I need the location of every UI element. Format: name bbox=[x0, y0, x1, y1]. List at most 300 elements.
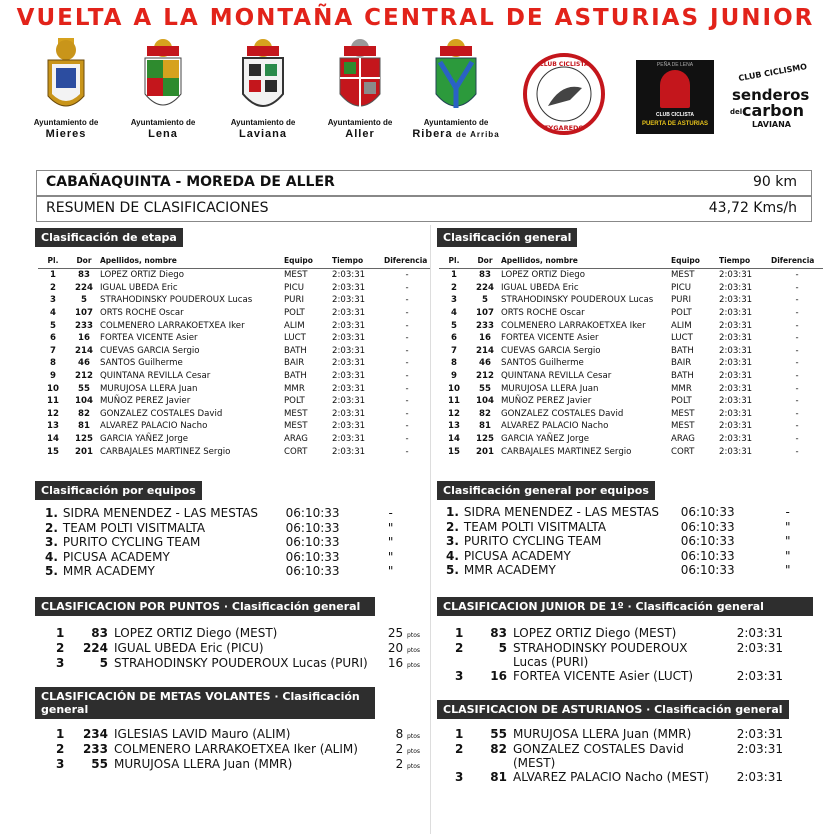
bib: 16 bbox=[490, 669, 507, 683]
bib: 107 bbox=[476, 308, 494, 319]
sprints-classification-table bbox=[56, 727, 420, 772]
gap: - bbox=[795, 282, 799, 293]
table-row bbox=[38, 307, 430, 320]
team-code: MEST bbox=[284, 270, 308, 281]
time: 2:03:31 bbox=[332, 333, 366, 344]
rider-name: SANTOS Guilherme bbox=[501, 358, 584, 369]
rider-name: LOPEZ ORTIZ Diego (MEST) bbox=[513, 626, 677, 640]
team-code: ALIM bbox=[671, 320, 692, 331]
rider-name: ORTS ROCHE Oscar bbox=[100, 308, 184, 319]
table-row bbox=[439, 420, 823, 433]
rank: 7 bbox=[50, 345, 56, 356]
rank: 15 bbox=[448, 446, 460, 457]
team-code: MEST bbox=[671, 270, 695, 281]
points bbox=[380, 626, 420, 641]
rider-name: GARCIA YAÑEZ Jorge bbox=[501, 434, 590, 445]
table-row bbox=[38, 370, 430, 383]
rank: 15 bbox=[47, 446, 59, 457]
team-code: MMR bbox=[671, 383, 692, 394]
table-row bbox=[439, 395, 823, 408]
rider-name: STRAHODINSKY POUDEROUX Lucas (PURI) bbox=[513, 641, 688, 669]
rank: 1 bbox=[455, 626, 464, 640]
rank: 3 bbox=[455, 669, 464, 683]
table-row bbox=[437, 520, 813, 535]
points-value: 8 bbox=[395, 727, 404, 741]
bib: 82 bbox=[490, 742, 507, 756]
tygaredo-logo bbox=[522, 52, 606, 136]
stage-route-bar bbox=[36, 170, 812, 196]
time: 2:03:31 bbox=[332, 358, 366, 369]
team-name: TEAM POLTI VISITMALTA bbox=[463, 519, 607, 534]
senderos-carbon-logo: CLUB CICLISMO senderos del carbon LAVIANA bbox=[730, 62, 810, 129]
time: 2:03:31 bbox=[736, 742, 783, 756]
team-code: MEST bbox=[284, 421, 308, 432]
sponsor-aller: Ayuntamiento de Aller bbox=[312, 38, 408, 140]
rider-name: IGLESIAS LAVID Mauro (ALIM) bbox=[114, 727, 291, 741]
table-row bbox=[36, 564, 416, 579]
rank: 2 bbox=[50, 282, 56, 293]
time: 2:03:31 bbox=[719, 308, 753, 319]
rank: 10 bbox=[47, 383, 59, 394]
gap: - bbox=[405, 333, 409, 344]
table-row bbox=[38, 395, 430, 408]
rank: 4. bbox=[44, 549, 58, 564]
table-row bbox=[455, 669, 783, 684]
time: 2:03:31 bbox=[332, 320, 366, 331]
bib: 224 bbox=[476, 282, 494, 293]
points-unit: ptos bbox=[407, 748, 420, 755]
team-code: BATH bbox=[671, 345, 694, 356]
time: 06:10:33 bbox=[285, 506, 340, 521]
rider-name: CARBAJALES MARTINEZ Sergio bbox=[100, 446, 231, 457]
gap: " bbox=[387, 520, 394, 535]
rider-name: IGUAL UBEDA Eric bbox=[501, 282, 579, 293]
rider-name: CUEVAS GARCIA Sergio bbox=[501, 345, 601, 356]
time: 2:03:31 bbox=[719, 371, 753, 382]
time: 06:10:33 bbox=[680, 563, 735, 578]
sprints-classification-header: CLASIFICACIÓN DE METAS VOLANTES · Clasificación general bbox=[35, 687, 375, 719]
stage-route: CABAÑAQUINTA - MOREDA DE ALLER bbox=[46, 174, 335, 190]
puerta-emblem-icon bbox=[660, 70, 690, 108]
gap: - bbox=[405, 434, 409, 445]
rank: 5 bbox=[451, 320, 457, 331]
rank: 5. bbox=[44, 564, 58, 579]
rank: 4. bbox=[445, 548, 459, 563]
rank: 2. bbox=[44, 520, 58, 535]
gap: - bbox=[405, 396, 409, 407]
rank: 1. bbox=[445, 505, 459, 520]
page-title: VUELTA A LA MONTAÑA CENTRAL DE ASTURIAS JUNIOR bbox=[16, 5, 815, 31]
rank: 9 bbox=[50, 371, 56, 382]
team-code: PURI bbox=[284, 295, 304, 306]
gap: - bbox=[795, 308, 799, 319]
table-row bbox=[38, 382, 430, 395]
table-row bbox=[38, 345, 430, 358]
gap: - bbox=[795, 320, 799, 331]
team-classification-table bbox=[36, 506, 416, 579]
rank: 14 bbox=[448, 434, 460, 445]
bib: 81 bbox=[479, 421, 491, 432]
gap: - bbox=[795, 396, 799, 407]
rank: 1 bbox=[451, 270, 457, 281]
points-unit: ptos bbox=[407, 632, 420, 639]
time: 2:03:31 bbox=[332, 345, 366, 356]
team-code: BAIR bbox=[284, 358, 305, 369]
gap: - bbox=[795, 358, 799, 369]
bib: 83 bbox=[490, 626, 507, 640]
bib: 55 bbox=[78, 383, 90, 394]
time: 2:03:31 bbox=[332, 371, 366, 382]
gap: - bbox=[405, 345, 409, 356]
time: 06:10:33 bbox=[285, 564, 340, 579]
table-row bbox=[439, 357, 823, 370]
sponsor-mieres: Ayuntamiento de Mieres bbox=[18, 38, 114, 140]
gap: - bbox=[405, 421, 409, 432]
gap: - bbox=[795, 345, 799, 356]
table-row bbox=[38, 332, 430, 345]
table-row bbox=[38, 319, 430, 332]
gap: - bbox=[795, 408, 799, 419]
rank: 2 bbox=[56, 742, 65, 756]
rank: 2 bbox=[455, 641, 464, 655]
team-code: POLT bbox=[284, 308, 305, 319]
table-row bbox=[36, 506, 416, 521]
team-code: ALIM bbox=[284, 320, 305, 331]
time: 06:10:33 bbox=[285, 535, 340, 550]
rider-name: MURUJOSA LLERA Juan bbox=[501, 383, 599, 394]
team-name: SIDRA MENENDEZ - LAS MESTAS bbox=[463, 505, 660, 520]
table-row bbox=[56, 641, 420, 656]
bib: 107 bbox=[75, 308, 93, 319]
points-unit: ptos bbox=[407, 647, 420, 654]
gap: - bbox=[795, 383, 799, 394]
team-code: PICU bbox=[284, 282, 305, 293]
points-value: 16 bbox=[387, 656, 404, 670]
time: 06:10:33 bbox=[680, 519, 735, 534]
team-code: PURI bbox=[671, 295, 691, 306]
time: 2:03:31 bbox=[719, 270, 753, 281]
stage-classification-header: Clasificación de etapa bbox=[35, 228, 183, 247]
gap: - bbox=[795, 333, 799, 344]
table-row bbox=[36, 521, 416, 536]
bib: 55 bbox=[91, 757, 108, 771]
points-value: 2 bbox=[395, 742, 404, 756]
time: 2:03:31 bbox=[736, 727, 783, 741]
time: 2:03:31 bbox=[332, 308, 366, 319]
rider-name: CUEVAS GARCIA Sergio bbox=[100, 345, 200, 356]
bib: 224 bbox=[82, 641, 108, 655]
table-row bbox=[38, 445, 430, 458]
bib: 55 bbox=[490, 727, 507, 741]
rank: 3. bbox=[44, 535, 58, 550]
bib: 5 bbox=[81, 295, 87, 306]
bib: 5 bbox=[482, 295, 488, 306]
mieres-crest-icon bbox=[44, 38, 88, 118]
rank: 5 bbox=[50, 320, 56, 331]
time: 2:03:31 bbox=[332, 421, 366, 432]
gap: " bbox=[784, 563, 791, 578]
time: 06:10:33 bbox=[680, 534, 735, 549]
gap: " bbox=[784, 548, 791, 563]
rider-name: ALVAREZ PALACIO Nacho (MEST) bbox=[513, 770, 709, 784]
bib: 201 bbox=[476, 446, 494, 457]
rider-name: MUÑOZ PEREZ Javier bbox=[501, 396, 592, 407]
rider-name: FORTEA VICENTE Asier (LUCT) bbox=[513, 669, 694, 683]
rider-name: GONZALEZ COSTALES David (MEST) bbox=[513, 742, 684, 770]
bib: 233 bbox=[82, 742, 108, 756]
gap: " bbox=[387, 564, 394, 579]
time: 2:03:31 bbox=[332, 446, 366, 457]
rank: 6 bbox=[451, 333, 457, 344]
team-code: BATH bbox=[671, 371, 694, 382]
rank: 1. bbox=[44, 506, 58, 521]
rider-name: MURUJOSA LLERA Juan bbox=[100, 383, 198, 394]
rank: 3 bbox=[56, 656, 65, 670]
time: 06:10:33 bbox=[285, 549, 340, 564]
rider-name: ORTS ROCHE Oscar bbox=[501, 308, 585, 319]
bib: 81 bbox=[78, 421, 90, 432]
bib: 16 bbox=[479, 333, 491, 344]
rank: 9 bbox=[451, 371, 457, 382]
time: 2:03:31 bbox=[736, 669, 783, 683]
table-row bbox=[455, 770, 783, 785]
bib: 233 bbox=[476, 320, 494, 331]
bib: 83 bbox=[479, 270, 491, 281]
time: 06:10:33 bbox=[680, 505, 735, 520]
team-code: MEST bbox=[284, 408, 308, 419]
team-code: LUCT bbox=[671, 333, 693, 344]
time: 2:03:31 bbox=[332, 396, 366, 407]
team-name: PICUSA ACADEMY bbox=[463, 548, 571, 563]
team-code: CORT bbox=[284, 446, 308, 457]
rider-name: STRAHODINSKY POUDEROUX Lucas bbox=[501, 295, 654, 306]
gap: - bbox=[795, 270, 799, 281]
table-row bbox=[437, 563, 813, 578]
table-row bbox=[36, 535, 416, 550]
asturian-classification-table bbox=[455, 727, 783, 785]
table-row bbox=[38, 269, 430, 282]
tygaredo-bottom-text: TYGAREDO bbox=[544, 124, 584, 132]
rank: 12 bbox=[47, 408, 59, 419]
points-unit: ptos bbox=[407, 763, 420, 770]
team-name: PURITO CYCLING TEAM bbox=[62, 535, 201, 550]
bib: 83 bbox=[91, 626, 108, 640]
gap: - bbox=[405, 282, 409, 293]
gap: - bbox=[795, 371, 799, 382]
time: 2:03:31 bbox=[332, 270, 366, 281]
gap: - bbox=[405, 446, 409, 457]
table-row bbox=[439, 382, 823, 395]
rank: 3 bbox=[455, 770, 464, 784]
gap: - bbox=[405, 320, 409, 331]
team-code: BAIR bbox=[671, 358, 692, 369]
gap: - bbox=[795, 421, 799, 432]
stage-distance: 90 km bbox=[752, 174, 797, 190]
table-row bbox=[437, 534, 813, 549]
rank: 7 bbox=[451, 345, 457, 356]
team-code: CORT bbox=[671, 446, 695, 457]
points-value: 20 bbox=[387, 641, 404, 655]
table-row bbox=[56, 757, 420, 772]
rider-name: COLMENERO LARRAKOETXEA Iker bbox=[100, 320, 245, 331]
rank: 2 bbox=[451, 282, 457, 293]
bib: 214 bbox=[75, 345, 93, 356]
bib: 104 bbox=[476, 396, 494, 407]
time: 2:03:31 bbox=[736, 626, 783, 640]
time: 2:03:31 bbox=[719, 383, 753, 394]
bib: 83 bbox=[78, 270, 90, 281]
rider-name: QUINTANA REVILLA Cesar bbox=[501, 371, 612, 382]
team-name: SIDRA MENENDEZ - LAS MESTAS bbox=[62, 506, 259, 521]
bib: 201 bbox=[75, 446, 93, 457]
points bbox=[380, 727, 420, 742]
sponsor-ribera: Ayuntamiento de Ribera de Arriba bbox=[406, 38, 506, 141]
time: 2:03:31 bbox=[719, 295, 753, 306]
rider-name: LOPEZ ORTIZ Diego bbox=[100, 270, 184, 281]
time: 2:03:31 bbox=[719, 282, 753, 293]
rank: 13 bbox=[47, 421, 59, 432]
rider-name: SANTOS Guilherme bbox=[100, 358, 183, 369]
bib: 55 bbox=[479, 383, 491, 394]
points-classification-header: CLASIFICACION POR PUNTOS · Clasificación general bbox=[35, 597, 375, 616]
gap: - bbox=[785, 505, 790, 520]
table-row bbox=[455, 626, 783, 641]
rider-name: MURUJOSA LLERA Juan (MMR) bbox=[513, 727, 692, 741]
sponsor-laviana: Ayuntamiento de Laviana bbox=[215, 38, 311, 140]
ribera-crest-icon bbox=[432, 38, 480, 118]
bib: 46 bbox=[479, 358, 491, 369]
rider-name: GARCIA YAÑEZ Jorge bbox=[100, 434, 189, 445]
table-row bbox=[439, 269, 823, 282]
gap: " bbox=[784, 534, 791, 549]
bib: 82 bbox=[479, 408, 491, 419]
rank: 8 bbox=[50, 358, 56, 369]
rider-name: STRAHODINSKY POUDEROUX Lucas (PURI) bbox=[114, 656, 368, 670]
points-unit: ptos bbox=[407, 662, 420, 669]
table-row bbox=[38, 282, 430, 295]
junior-classification-header: CLASIFICACION JUNIOR DE 1º · Clasificación general bbox=[437, 597, 813, 616]
table-row bbox=[439, 294, 823, 307]
table-row bbox=[38, 433, 430, 446]
team-code: POLT bbox=[671, 308, 692, 319]
rank: 4 bbox=[50, 308, 56, 319]
rider-name: FORTEA VICENTE Asier bbox=[100, 333, 198, 344]
table-row bbox=[56, 727, 420, 742]
laviana-crest-icon bbox=[239, 38, 287, 118]
puerta-asturias-logo: PEÑA DE LENA CLUB CICLISTA PUERTA DE ASTURIAS bbox=[636, 60, 714, 134]
time: 2:03:31 bbox=[736, 770, 783, 784]
bib: 104 bbox=[75, 396, 93, 407]
gap: - bbox=[795, 295, 799, 306]
rider-name: MURUJOSA LLERA Juan (MMR) bbox=[114, 757, 293, 771]
gap: " bbox=[784, 519, 791, 534]
table-row bbox=[439, 445, 823, 458]
time: 2:03:31 bbox=[332, 282, 366, 293]
general-classification-header: Clasificación general bbox=[437, 228, 577, 247]
bib: 125 bbox=[476, 434, 494, 445]
rider-name: CARBAJALES MARTINEZ Sergio bbox=[501, 446, 632, 457]
team-code: BATH bbox=[284, 371, 307, 382]
sponsor-lena: Ayuntamiento de Lena bbox=[115, 38, 211, 140]
gap: - bbox=[405, 408, 409, 419]
general-team-classification-table bbox=[437, 505, 813, 578]
rank: 2 bbox=[455, 742, 464, 756]
rank: 10 bbox=[448, 383, 460, 394]
gap: " bbox=[387, 549, 394, 564]
rider-name: GONZALEZ COSTALES David bbox=[100, 408, 223, 419]
time: 2:03:31 bbox=[719, 396, 753, 407]
table-row bbox=[439, 319, 823, 332]
gap: - bbox=[405, 358, 409, 369]
team-code: POLT bbox=[284, 396, 305, 407]
rank: 3 bbox=[56, 757, 65, 771]
time: 2:03:31 bbox=[332, 295, 366, 306]
team-code: ARAG bbox=[284, 434, 308, 445]
gap: - bbox=[405, 270, 409, 281]
rider-name: IGUAL UBEDA Eric (PICU) bbox=[114, 641, 264, 655]
aller-crest-icon bbox=[336, 38, 384, 118]
bib: 5 bbox=[498, 641, 507, 655]
rank: 5. bbox=[445, 563, 459, 578]
gap: - bbox=[405, 308, 409, 319]
time: 06:10:33 bbox=[680, 548, 735, 563]
stage-classification-table: Pl. Dor Apellidos, nombre Equipo Tiempo Diferencia 1 83 LOPEZ ORTIZ Diego MEST 2:03:31 - 2 224 IGUAL UBEDA Eric PICU 2:03:31 - 3 5 STRAHODINSKY POUDEROUX Lucas PURI 2:03:31 - 4 107 ORTS ROCHE Oscar POLT 2:03:31 - 5 233 COLMENERO LARRAKOETXEA Iker ALIM 2:03:31 - 6 16 FORTEA VICENTE Asier LUCT 2:03:31 - 7 214 CUEVAS GARCIA Sergio BATH 2:03:31 - 8 46 SANTOS Guilherme BAIR 2:03:31 - 9 212 QUINTANA REVILLA Cesar BATH 2:03:31 - 10 55 MURUJOSA LLERA Juan MMR 2:03:31 - 11 104 MUÑOZ PEREZ Javier POLT 2:03:31 - 12 82 GONZALEZ COSTALES David MEST 2:03:31 - 13 81 ALVAREZ PALACIO Nacho MEST 2:03:31 - 14 125 GARCIA YAÑEZ Jorge ARAG 2:03:31 - 15 201 CARBAJALES MARTINEZ Sergio CORT 2:03:31 - bbox=[38, 255, 430, 458]
time: 2:03:31 bbox=[719, 358, 753, 369]
rank: 14 bbox=[47, 434, 59, 445]
rider-name: GONZALEZ COSTALES David bbox=[501, 408, 624, 419]
rank: 12 bbox=[448, 408, 460, 419]
time: 06:10:33 bbox=[285, 520, 340, 535]
general-team-classification-header: Clasificación general por equipos bbox=[437, 481, 655, 500]
table-row bbox=[439, 307, 823, 320]
bib: 233 bbox=[75, 320, 93, 331]
table-row bbox=[38, 420, 430, 433]
team-code: MEST bbox=[671, 408, 695, 419]
rider-name: MUÑOZ PEREZ Javier bbox=[100, 396, 191, 407]
team-code: LUCT bbox=[284, 333, 306, 344]
time: 2:03:31 bbox=[332, 434, 366, 445]
rank: 6 bbox=[50, 333, 56, 344]
points-value: 2 bbox=[395, 757, 404, 771]
rank: 13 bbox=[448, 421, 460, 432]
gap: - bbox=[388, 506, 393, 521]
rank: 11 bbox=[47, 396, 59, 407]
rank: 2 bbox=[56, 641, 65, 655]
tygaredo-top-text: CLUB CICLISTA bbox=[539, 61, 589, 68]
team-code: MMR bbox=[284, 383, 305, 394]
rider-name: STRAHODINSKY POUDEROUX Lucas bbox=[100, 295, 253, 306]
points bbox=[380, 742, 420, 757]
team-classification-header: Clasificación por equipos bbox=[35, 481, 202, 500]
table-row bbox=[38, 294, 430, 307]
points bbox=[380, 656, 420, 671]
team-code: BATH bbox=[284, 345, 307, 356]
points bbox=[380, 757, 420, 772]
time: 2:03:31 bbox=[719, 345, 753, 356]
general-classification-table: Pl. Dor Apellidos, nombre Equipo Tiempo Diferencia 1 83 LOPEZ ORTIZ Diego MEST 2:03:31 - 2 224 IGUAL UBEDA Eric PICU 2:03:31 - 3 5 STRAHODINSKY POUDEROUX Lucas PURI 2:03:31 - 4 107 ORTS ROCHE Oscar POLT 2:03:31 - 5 233 COLMENERO LARRAKOETXEA Iker ALIM 2:03:31 - 6 16 FORTEA VICENTE Asier LUCT 2:03:31 - 7 214 CUEVAS GARCIA Sergio BATH 2:03:31 - 8 46 SANTOS Guilherme BAIR 2:03:31 - 9 212 QUINTANA REVILLA Cesar BATH 2:03:31 - 10 55 MURUJOSA LLERA Juan MMR 2:03:31 - 11 104 MUÑOZ PEREZ Javier POLT 2:03:31 - 12 82 GONZALEZ COSTALES David MEST 2:03:31 - 13 81 ALVAREZ PALACIO Nacho MEST 2:03:31 - 14 125 GARCIA YAÑEZ Jorge ARAG 2:03:31 - 15 201 CARBAJALES MARTINEZ Sergio CORT 2:03:31 - bbox=[439, 255, 823, 458]
bib: 16 bbox=[78, 333, 90, 344]
team-name: MMR ACADEMY bbox=[62, 564, 155, 579]
asturian-classification-header: CLASIFICACION DE ASTURIANOS · Clasificación general bbox=[437, 700, 789, 719]
table-row bbox=[439, 408, 823, 421]
table-row bbox=[38, 357, 430, 370]
time: 2:03:31 bbox=[719, 408, 753, 419]
rank: 4 bbox=[451, 308, 457, 319]
rank: 3. bbox=[445, 534, 459, 549]
team-code: POLT bbox=[671, 396, 692, 407]
column-divider bbox=[430, 225, 431, 834]
rank: 11 bbox=[448, 396, 460, 407]
